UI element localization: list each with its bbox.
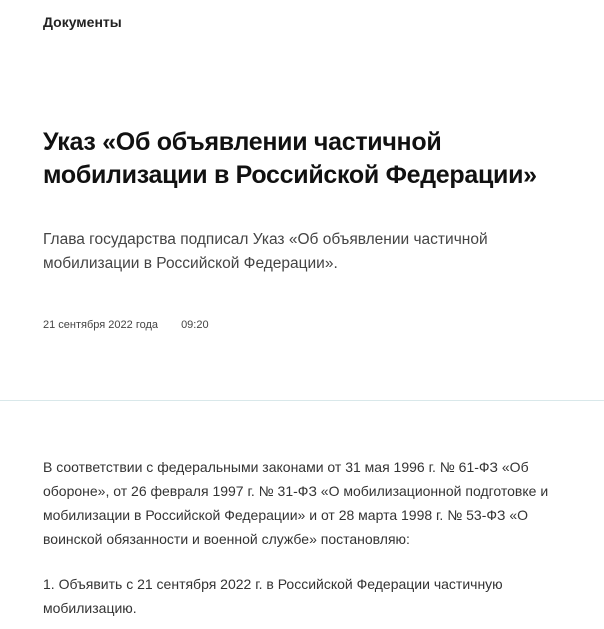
publication-time: 09:20: [181, 319, 209, 331]
publication-meta: [43, 319, 209, 331]
publication-date: 21 сентября 2022 года: [43, 319, 158, 331]
section-link-documents[interactable]: Документы: [43, 14, 122, 30]
body-paragraph-preamble: В соответствии с федеральными законами от 31 мая 1996 г. № 61-ФЗ «Об обороне», от 26 февраля 1997 г. № 31-ФЗ «О мобилизационной подготовке и мобилизации в Российской Федерации» и от 28 марта 1998 г. № 53-ФЗ «О воинской обязанности и военной службе» постановляю:: [43, 459, 549, 547]
page-title: Указ «Об объявлении частичной мобилизации в Российской Федерации»: [43, 128, 537, 189]
body-paragraph-item-1: 1. Объявить с 21 сентября 2022 г. в Российской Федерации частичную мобилизацию.: [43, 576, 503, 616]
lead-paragraph: Глава государства подписал Указ «Об объявлении частичной мобилизации в Российской Федерации».: [43, 231, 488, 272]
section-divider: [0, 400, 604, 401]
